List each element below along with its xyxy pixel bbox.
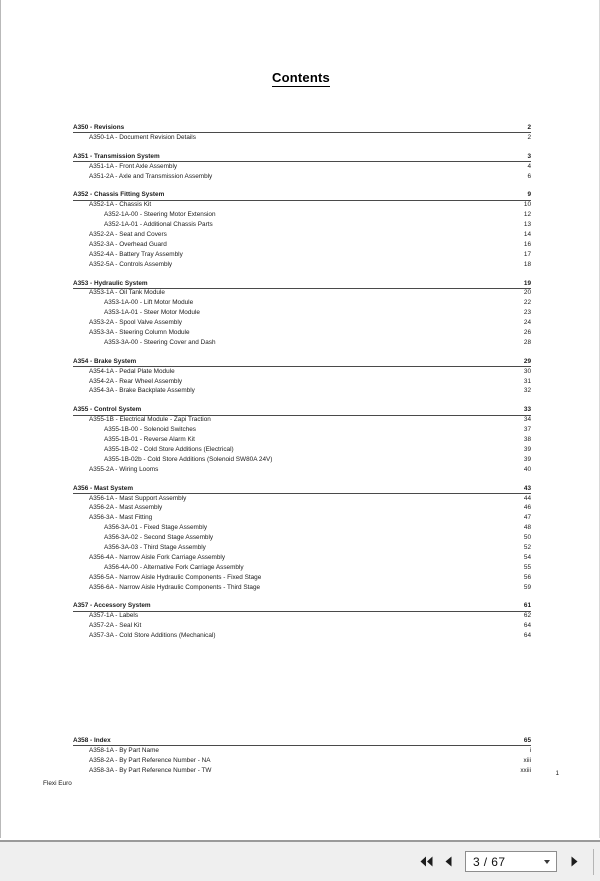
toc-entry-label: A357-2A - Seal Kit: [89, 622, 142, 630]
toc-entry-row[interactable]: [73, 435, 531, 445]
toc-entry-label: A350-1A - Document Revision Details: [89, 133, 196, 141]
toc-entry-label: A350 - Revisions: [73, 124, 125, 131]
toc-entry-label: A355-1B-02b - Cold Store Additions (Solenoid SW80A 24V): [104, 455, 273, 463]
toc-entry-page-number: 10: [523, 201, 531, 209]
toc-entry-label: A353-1A - Oil Tank Module: [89, 289, 165, 297]
chevron-down-icon[interactable]: [544, 860, 550, 864]
toc-entry-row[interactable]: [73, 328, 531, 338]
toc-section-row[interactable]: [73, 736, 531, 746]
toc-entry-page-number: 46: [523, 504, 531, 512]
toc-entry-page-number: 33: [523, 406, 531, 414]
toc-entry-row[interactable]: [73, 162, 531, 172]
toc-entry-label: A356-2A - Mast Assembly: [89, 504, 163, 512]
toc-entry-page-number: 31: [523, 377, 531, 385]
footer-brand: Flexi Euro: [43, 780, 72, 787]
toc-entry-page-number: 2: [527, 124, 531, 131]
toc-entry-page-number: 39: [523, 455, 531, 463]
toc-entry-row[interactable]: [73, 583, 531, 593]
toc-entry-page-number: 2: [527, 133, 531, 141]
toc-entry-label: A354-1A - Pedal Plate Module: [89, 367, 175, 375]
toc-entry-row[interactable]: [73, 250, 531, 260]
toc-entry-page-number: 55: [523, 563, 531, 571]
toc-entry-row[interactable]: [73, 240, 531, 250]
toc-entry-label: A353-2A - Spool Valve Assembly: [89, 319, 182, 327]
toc-section-row[interactable]: [73, 123, 531, 133]
toc-entry-page-number: 24: [523, 319, 531, 327]
toc-entry-page-number: 28: [523, 338, 531, 346]
toc-entry-row[interactable]: [73, 377, 531, 387]
toc-entry-label: A358 - Index: [73, 736, 111, 744]
toc-entry-row[interactable]: [73, 288, 531, 298]
toc-entry-row[interactable]: [73, 338, 531, 348]
toc-entry-row[interactable]: [73, 367, 531, 377]
toc-entry-page-number: 64: [523, 632, 531, 640]
toc-entry-row[interactable]: [73, 230, 531, 240]
toc-entry-page-number: 14: [523, 231, 531, 239]
toc-entry-page-number: 56: [523, 573, 531, 581]
toc-entry-label: A358-3A - By Part Reference Number - TW: [89, 766, 212, 774]
toc-entry-label: A356-6A - Narrow Aisle Hydraulic Components - Third Stage: [89, 583, 261, 591]
toc-entry-row[interactable]: [73, 523, 531, 533]
toc-entry-label: A352-3A - Overhead Guard: [89, 240, 167, 248]
toc-section-row[interactable]: [73, 601, 531, 611]
toc-entry-label: A351-2A - Axle and Transmission Assembly: [89, 172, 213, 180]
toc-entry-row[interactable]: [73, 415, 531, 425]
toc-section-row[interactable]: [73, 357, 531, 367]
toc-entry-page-number: 52: [523, 543, 531, 551]
toc-entry-label: A356-3A-01 - Fixed Stage Assembly: [104, 524, 208, 532]
toc-entry-label: A354-3A - Brake Backplate Assembly: [89, 387, 195, 395]
toc-entry-page-number: 59: [523, 583, 531, 591]
toc-entry-label: A352 - Chassis Fitting System: [73, 191, 165, 199]
page-title: [1, 70, 600, 85]
toc-entry-row[interactable]: [73, 133, 531, 143]
toc-entry-page-number: 32: [523, 387, 531, 395]
toc-entry-label: A355-1B-01 - Reverse Alarm Kit: [104, 436, 195, 444]
toc-entry-page-number: 54: [523, 553, 531, 561]
toc-entry-page-number: i: [529, 746, 531, 754]
page-number-value: 3 / 67: [473, 854, 506, 869]
toc-entry-label: A355 - Control System: [73, 406, 142, 414]
toc-entry-label: A354 - Brake System: [73, 357, 137, 365]
toc-entry-page-number: 40: [523, 465, 531, 473]
toc-entry-page-number: 30: [523, 367, 531, 375]
toc-entry-row[interactable]: [73, 494, 531, 504]
toc-entry-page-number: 44: [523, 494, 531, 502]
toc-entry-page-number: 61: [523, 602, 531, 610]
toc-entry-page-number: 62: [523, 612, 531, 620]
toc-entry-row[interactable]: [73, 425, 531, 435]
toc-entry-page-number: 6: [527, 172, 531, 180]
toc-section-row[interactable]: [73, 405, 531, 415]
pdf-viewer-toolbar: [0, 840, 600, 881]
toc-entry-label: A358-1A - By Part Name: [89, 746, 159, 754]
toc-entry-row[interactable]: [73, 318, 531, 328]
toc-entry-page-number: 26: [523, 329, 531, 337]
toc-entry-label: A351-1A - Front Axle Assembly: [89, 162, 178, 170]
toc-entry-row[interactable]: [73, 172, 531, 182]
toc-entry-page-number: 3: [527, 152, 531, 160]
toc-entry-page-number: 48: [523, 524, 531, 532]
toc-section-row[interactable]: [73, 152, 531, 162]
toc-entry-page-number: 64: [523, 622, 531, 630]
toc-entry-page-number: 65: [523, 736, 531, 744]
toc-entry-row[interactable]: [73, 298, 531, 308]
toc-entry-page-number: 9: [527, 191, 531, 199]
toc-entry-label: A352-1A-00 - Steering Motor Extension: [104, 211, 216, 219]
toc-entry-page-number: 34: [523, 416, 531, 424]
toc-entry-label: A355-1B - Electrical Module - Zapi Traction: [89, 416, 211, 424]
toc-entry-label: A353-3A-00 - Steering Cover and Dash: [104, 338, 216, 346]
next-page-button[interactable]: [563, 849, 585, 875]
toc-entry-page-number: 4: [527, 162, 531, 170]
toc-entry-label: A356-4A - Narrow Aisle Fork Carriage Assembly: [89, 553, 226, 561]
toc-entry-row[interactable]: [73, 308, 531, 318]
table-of-contents: [73, 123, 531, 776]
toc-entry-page-number: 12: [523, 211, 531, 219]
toc-entry-label: A355-2A - Wiring Looms: [89, 465, 159, 473]
toc-entry-row[interactable]: [73, 210, 531, 220]
toc-entry-page-number: 29: [523, 357, 531, 365]
toc-entry-page-number: 47: [523, 514, 531, 522]
first-page-button[interactable]: [415, 849, 437, 875]
page-title-text: Contents: [272, 70, 330, 85]
toc-entry-label: A354-2A - Rear Wheel Assembly: [89, 377, 183, 385]
toc-entry-page-number: 17: [523, 250, 531, 258]
toc-entry-page-number: 18: [523, 260, 531, 268]
footer-page-number: 1: [555, 770, 559, 777]
toc-entry-label: A353-3A - Steering Column Module: [89, 329, 190, 337]
toc-entry-label: A352-1A-01 - Additional Chassis Parts: [104, 221, 213, 229]
toc-entry-label: A357-3A - Cold Store Additions (Mechanical): [89, 632, 216, 640]
toc-section-row[interactable]: [73, 190, 531, 200]
toc-entry-page-number: 43: [523, 484, 531, 492]
toc-entry-label: A353 - Hydraulic System: [73, 279, 148, 287]
toc-entry-row[interactable]: [73, 465, 531, 475]
toc-entry-page-number: 39: [523, 445, 531, 453]
toc-entry-row[interactable]: [73, 386, 531, 396]
toc-entry-row[interactable]: [73, 200, 531, 210]
toc-entry-label: A352-2A - Seat and Covers: [89, 231, 167, 239]
toc-entry-label: A357 - Accessory System: [73, 602, 151, 610]
toc-entry-page-number: 13: [523, 221, 531, 229]
toc-entry-page-number: xxiii: [520, 766, 531, 774]
toc-entry-label: A355-1B-00 - Solenoid Switches: [104, 426, 197, 434]
toc-entry-row[interactable]: [73, 445, 531, 455]
toc-entry-row[interactable]: [73, 455, 531, 465]
toc-entry-label: A356-3A-02 - Second Stage Assembly: [104, 534, 214, 542]
toc-entry-label: A352-4A - Battery Tray Assembly: [89, 250, 183, 258]
toc-entry-label: A353-1A-00 - Lift Motor Module: [104, 299, 194, 307]
toc-entry-page-number: 20: [523, 289, 531, 297]
toc-entry-row[interactable]: [73, 543, 531, 553]
toc-entry-label: A356-5A - Narrow Aisle Hydraulic Components - Fixed Stage: [89, 573, 262, 581]
toc-entry-row[interactable]: [73, 220, 531, 230]
toc-entry-page-number: 16: [523, 240, 531, 248]
toc-entry-row[interactable]: [73, 553, 531, 563]
toolbar-overflow-clipped[interactable]: [594, 849, 600, 875]
toc-entry-row[interactable]: [73, 533, 531, 543]
toc-entry-row[interactable]: [73, 621, 531, 631]
toc-entry-row[interactable]: [73, 611, 531, 621]
previous-page-button[interactable]: [437, 849, 459, 875]
toc-entry-row[interactable]: [73, 260, 531, 270]
toc-entry-label: A357-1A - Labels: [89, 612, 139, 620]
toc-entry-page-number: 23: [523, 309, 531, 317]
toc-entry-row[interactable]: [73, 563, 531, 573]
toc-entry-page-number: 38: [523, 436, 531, 444]
toc-entry-row[interactable]: [73, 513, 531, 523]
toc-entry-page-number: 22: [523, 299, 531, 307]
toc-entry-row[interactable]: [73, 573, 531, 583]
toc-entry-label: A351 - Transmission System: [73, 152, 160, 160]
toc-entry-page-number: 37: [523, 426, 531, 434]
toc-section-row[interactable]: [73, 279, 531, 289]
toc-entry-label: A356-4A-00 - Alternative Fork Carriage Assembly: [104, 563, 244, 571]
toc-entry-label: A356-1A - Mast Support Assembly: [89, 494, 187, 502]
toc-entry-row[interactable]: [73, 503, 531, 513]
toc-entry-label: A352-5A - Controls Assembly: [89, 260, 173, 268]
toc-entry-label: A356-3A - Mast Fitting: [89, 514, 153, 522]
toc-entry-label: A356 - Mast System: [73, 484, 134, 492]
page-number-input[interactable]: [465, 851, 557, 872]
toc-entry-page-number: xiii: [523, 756, 531, 764]
toc-entry-page-number: 50: [523, 534, 531, 542]
toc-entry-label: A358-2A - By Part Reference Number - NA: [89, 756, 211, 764]
toc-entry-row[interactable]: [73, 756, 531, 766]
toc-entry-label: A353-1A-01 - Steer Motor Module: [104, 309, 200, 317]
toc-section-row[interactable]: [73, 484, 531, 494]
toc-entry-label: A355-1B-02 - Cold Store Additions (Electrical): [104, 445, 234, 453]
toc-entry-page-number: 19: [523, 279, 531, 287]
toc-entry-label: A356-3A-03 - Third Stage Assembly: [104, 543, 206, 551]
toc-entry-row[interactable]: [73, 631, 531, 641]
toc-entry-label: A352-1A - Chassis Kit: [89, 201, 152, 209]
toc-entry-row[interactable]: [73, 746, 531, 756]
